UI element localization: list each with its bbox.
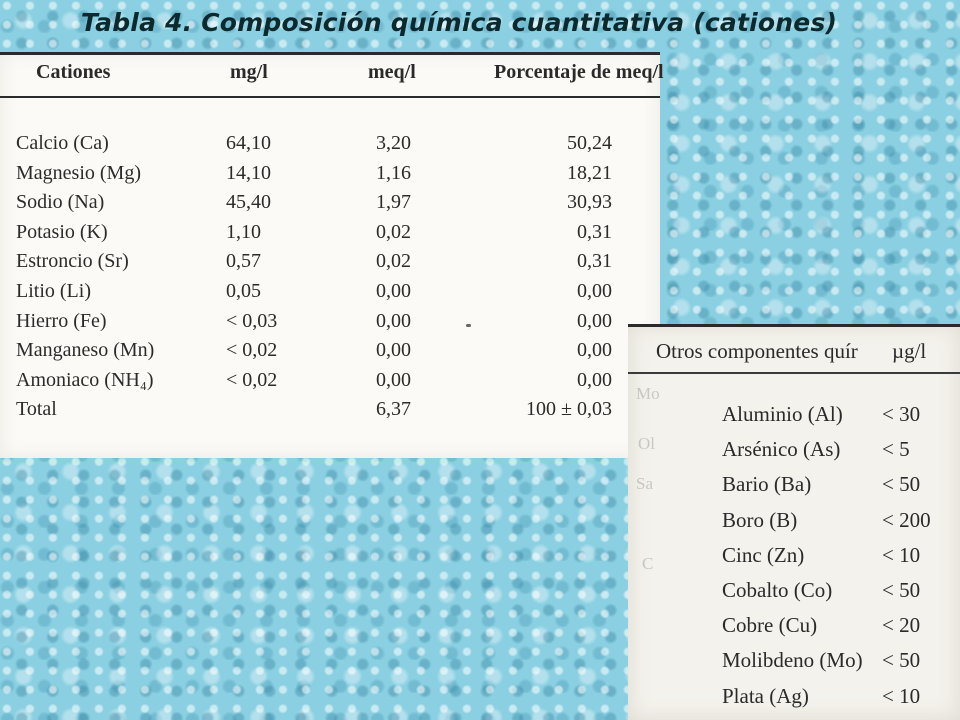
bleed-through-text: Ol xyxy=(638,434,655,453)
bleed-through-text: C xyxy=(642,554,654,573)
cation-meq: 0,00 xyxy=(376,339,411,361)
cation-meq: 6,37 xyxy=(376,398,411,420)
cation-meq: 0,00 xyxy=(376,280,411,302)
other-component-name: Aluminio (Al) xyxy=(722,402,843,426)
slide-title: Tabla 4. Composición química cuantitativa (cationes) xyxy=(80,8,838,37)
other-component-value: < 50 xyxy=(882,578,921,602)
other-component-name: Plata (Ag) xyxy=(722,684,809,708)
other-component-name: Cinc (Zn) xyxy=(722,543,805,567)
scan-speck xyxy=(466,324,471,327)
cation-mg: 0,57 xyxy=(226,250,261,272)
cation-pct: 0,00 xyxy=(577,310,612,332)
cation-mg: 64,10 xyxy=(226,132,271,154)
cation-meq: 0,02 xyxy=(376,221,411,243)
cation-pct: 100 ± 0,03 xyxy=(526,398,612,420)
cation-name: Manganeso (Mn) xyxy=(16,339,155,361)
cation-name: Hierro (Fe) xyxy=(16,310,107,332)
cation-mg: 1,10 xyxy=(226,221,261,243)
header-ug: µg/l xyxy=(892,339,927,363)
cation-mg: 0,05 xyxy=(226,280,261,302)
other-component-value: < 20 xyxy=(882,613,921,637)
header-meq: meq/l xyxy=(368,61,416,83)
other-components-table xyxy=(628,324,960,720)
other-component-name: Arsénico (As) xyxy=(722,437,841,461)
other-component-name: Cobalto (Co) xyxy=(722,578,833,602)
cation-mg: < 0,02 xyxy=(226,339,278,361)
header-porcentaje: Porcentaje de meq/l xyxy=(494,61,664,83)
cations-table xyxy=(0,52,664,458)
cation-meq: 1,16 xyxy=(376,162,411,184)
cation-name: Total xyxy=(16,398,57,420)
other-component-value: < 10 xyxy=(882,684,921,708)
cation-meq: 1,97 xyxy=(376,191,411,213)
cation-name: Litio (Li) xyxy=(16,280,91,302)
cation-meq: 0,00 xyxy=(376,369,411,391)
cation-name: Magnesio (Mg) xyxy=(16,162,141,184)
other-table-header xyxy=(628,324,960,374)
cation-meq: 0,02 xyxy=(376,250,411,272)
cation-name: Calcio (Ca) xyxy=(16,132,109,154)
header-cationes: Cationes xyxy=(36,61,111,83)
cation-pct: 0,00 xyxy=(577,280,612,302)
cation-name: Potasio (K) xyxy=(16,221,108,243)
cation-pct: 0,00 xyxy=(577,369,612,391)
other-component-value: < 50 xyxy=(882,472,921,496)
header-mg: mg/l xyxy=(230,61,268,83)
other-component-value: < 5 xyxy=(882,437,910,461)
cation-meq: 3,20 xyxy=(376,132,411,154)
cation-pct: 0,31 xyxy=(577,250,612,272)
cation-pct: 18,21 xyxy=(567,162,612,184)
cation-mg: 45,40 xyxy=(226,191,271,213)
cation-name: Sodio (Na) xyxy=(16,191,105,213)
cation-pct: 50,24 xyxy=(567,132,612,154)
cation-name: Amoniaco (NH₄) xyxy=(16,369,154,391)
other-component-name: Molibdeno (Mo) xyxy=(722,648,863,672)
other-component-value: < 200 xyxy=(882,508,931,532)
bleed-through-text: Sa xyxy=(636,474,653,493)
cation-meq: 0,00 xyxy=(376,310,411,332)
cation-pct: 0,31 xyxy=(577,221,612,243)
cation-pct: 0,00 xyxy=(577,339,612,361)
other-component-value: < 50 xyxy=(882,648,921,672)
cations-table-header xyxy=(0,52,664,98)
other-component-value: < 10 xyxy=(882,543,921,567)
cation-mg: < 0,03 xyxy=(226,310,278,332)
header-otros-componentes: Otros componentes quír xyxy=(656,339,858,363)
other-component-value: < 30 xyxy=(882,402,921,426)
other-component-name: Cobre (Cu) xyxy=(722,613,818,637)
other-component-name: Boro (B) xyxy=(722,508,798,532)
bleed-through-text: Mo xyxy=(636,384,660,403)
cation-mg: < 0,02 xyxy=(226,369,278,391)
cation-mg: 14,10 xyxy=(226,162,271,184)
cation-pct: 30,93 xyxy=(567,191,612,213)
other-component-name: Bario (Ba) xyxy=(722,472,812,496)
cation-name: Estroncio (Sr) xyxy=(16,250,129,272)
